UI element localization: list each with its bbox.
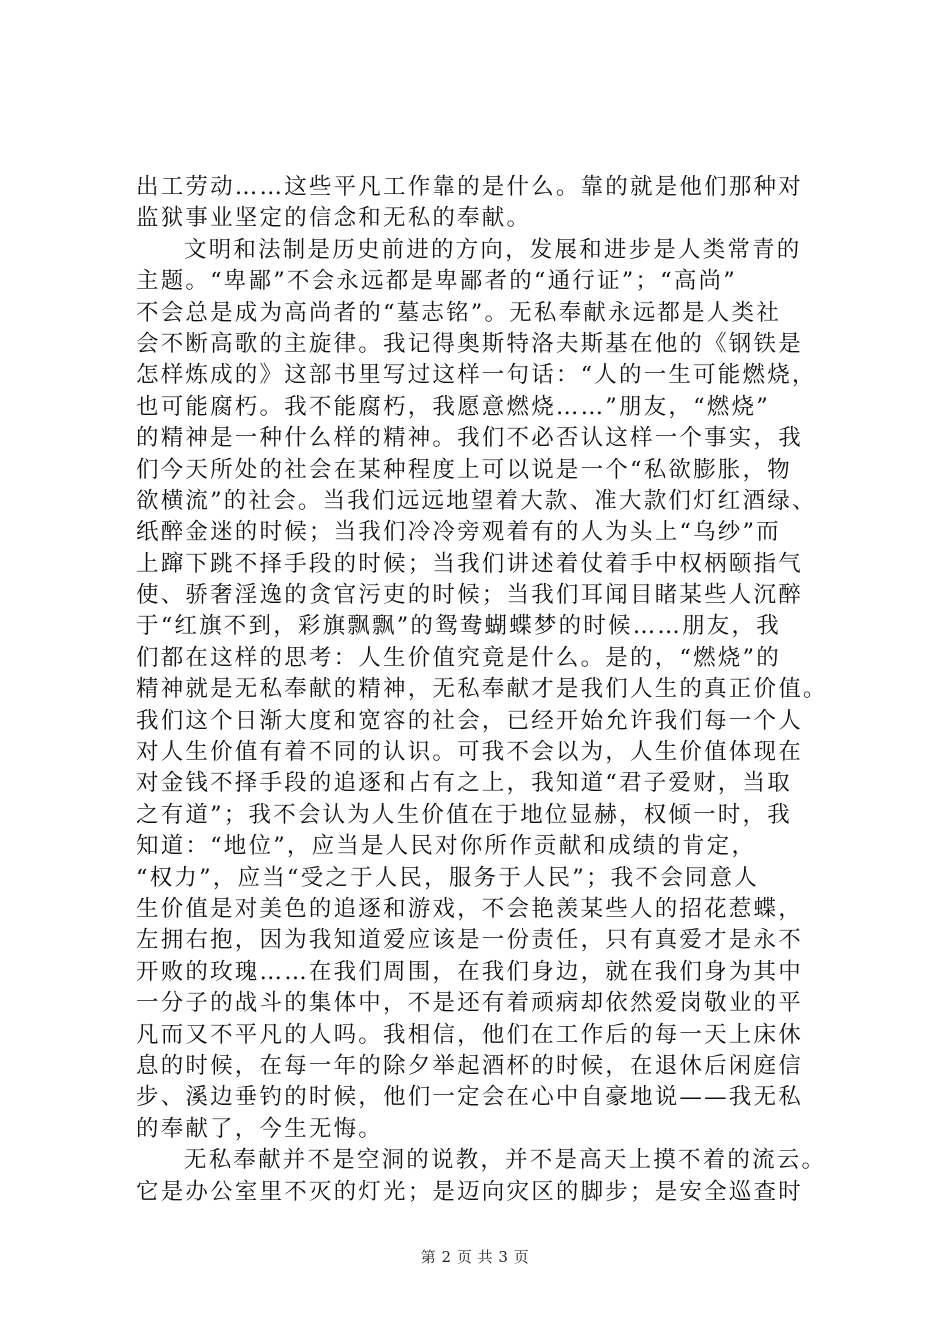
text-line: 欲横流”的社会。当我们远远地望着大款、准大款们灯红酒绿、	[136, 487, 817, 514]
text-line: 左拥右抱，因为我知道爱应该是一份责任，只有真爱才是永不	[136, 927, 803, 954]
text-line: 主题。“卑鄙”不会永远都是卑鄙者的“通行证”；“高尚”	[136, 268, 737, 295]
text-line: 开败的玫瑰……在我们周围，在我们身边，就在我们身为其中	[136, 958, 803, 985]
text-line: 会不断高歌的主旋律。我记得奥斯特洛夫斯基在他的《钢铁是	[136, 330, 803, 357]
text-line: 于“红旗不到，彩旗飘飘”的鸳鸯蝴蝶梦的时候……朋友，我	[136, 613, 781, 640]
text-line: 文明和法制是历史前进的方向，发展和进步是人类常青的	[184, 236, 802, 263]
text-line: 出工劳动……这些平凡工作靠的是什么。靠的就是他们那种对	[136, 174, 803, 200]
text-line: 们今天所处的社会在某种程度上可以说是一个“私欲膨胀，物	[136, 456, 792, 483]
text-line: 对金钱不择手段的追逐和占有之上，我知道“君子爱财，当取	[136, 770, 792, 797]
text-line: 凡而又不平凡的人吗。我相信，他们在工作后的每一天上床休	[136, 1021, 803, 1048]
text-line: 知道：“地位”，应当是人民对你所作贡献和成绩的肯定，	[136, 833, 757, 860]
text-line: 之有道”；我不会认为人生价值在于地位显赫，权倾一时，我	[136, 801, 792, 828]
text-line: 不会总是成为高尚者的“墓志铭”。无私奉献永远都是人类社	[136, 299, 781, 326]
text-line: 息的时候，在每一年的除夕举起酒杯的时候，在退休后闲庭信	[136, 1052, 803, 1079]
text-line: 的精神是一种什么样的精神。我们不必否认这样一个事实，我	[136, 425, 803, 452]
text-line: 它是办公室里不灭的灯光；是迈向灾区的脚步；是安全巡查时	[136, 1178, 803, 1205]
text-line: 对人生价值有着不同的认识。可我不会以为，人生价值体现在	[136, 739, 803, 766]
text-line: 纸醉金迷的时候；当我们冷冷旁观着有的人为头上“乌纱”而	[136, 519, 781, 546]
text-line: 生价值是对美色的追逐和游戏，不会艳羡某些人的招花惹蝶，	[136, 895, 803, 922]
text-line: 使、骄奢淫逸的贪官污吏的时候；当我们耳闻目睹某些人沉醉	[136, 582, 803, 609]
text-line: 精神就是无私奉献的精神，无私奉献才是我们人生的真正价值。	[136, 676, 828, 703]
text-line: 上蹿下跳不择手段的时候；当我们讲述着仗着手中权柄颐指气	[136, 550, 803, 577]
document-body	[136, 172, 844, 1208]
text-line: 的奉献了，今生无悔。	[136, 1115, 384, 1142]
text-line: 步、溪边垂钓的时候，他们一定会在心中自豪地说——我无私	[136, 1084, 803, 1111]
text-line: 我们这个日渐大度和宽容的社会，已经开始允许我们每一个人	[136, 707, 803, 734]
text-line: “权力”，应当“受之于人民，服务于人民”；我不会同意人	[136, 864, 759, 891]
text-line: 无私奉献并不是空洞的说教，并不是高天上摸不着的流云。	[184, 1147, 827, 1174]
text-line: 监狱事业坚定的信念和无私的奉献。	[136, 205, 532, 232]
text-line: 怎样炼成的》这部书里写过这样一句话：“人的一生可能燃烧，	[136, 362, 817, 389]
text-line: 一分子的战斗的集体中，不是还有着顽病却依然爱岗敬业的平	[136, 990, 803, 1017]
text-line: 们都在这样的思考：人生价值究竟是什么。是的，“燃烧”的	[136, 644, 781, 671]
page-footer: 第 2 页 共 3 页	[420, 1248, 530, 1266]
text-line: 也可能腐朽。我不能腐朽，我愿意燃烧……”朋友，“燃烧”	[136, 393, 770, 420]
